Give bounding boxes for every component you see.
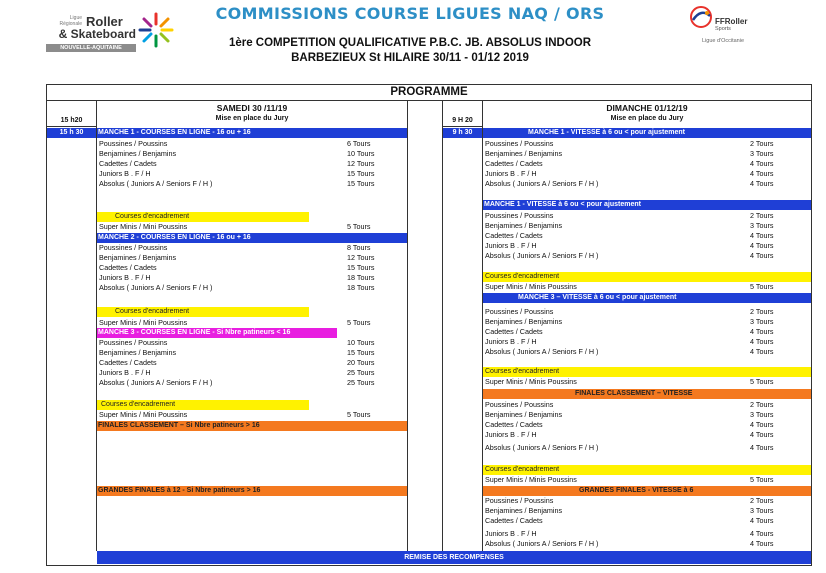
list-item: Benjamines / Benjamins 12 Tours <box>99 253 375 262</box>
sun-finales-bar: FINALES CLASSEMENT – VITESSE <box>483 389 811 399</box>
list-item: Cadettes / Cadets 15 Tours <box>99 263 375 272</box>
sat-grandes-finales-bar: GRANDES FINALES à 12 - Si Nbre patineurs > 16 <box>97 486 407 496</box>
list-item: Cadettes / Cadets 12 Tours <box>99 159 375 168</box>
list-item: Poussines / Poussins 8 Tours <box>99 243 371 252</box>
list-item: Benjamines / Benjamins 3 Tours <box>485 410 774 419</box>
list-item: Absolus ( Juniors A / Seniors F / H ) 4 Tours <box>485 179 774 188</box>
list-item: Juniors B . F / H 4 Tours <box>485 241 774 250</box>
list-item: Benjamines / Benjamins 10 Tours <box>99 149 375 158</box>
sun-encadrement1-bar: Courses d'encadrement <box>483 272 811 282</box>
list-item: Cadettes / Cadets 4 Tours <box>485 327 774 336</box>
list-item: Poussines / Poussins 2 Tours <box>485 211 774 220</box>
sat-manche3-bar: MANCHE 3 - COURSES EN LIGNE - Si Nbre patineurs < 16 <box>97 328 337 338</box>
divider-sun-left-time <box>442 100 443 551</box>
list-item: Cadettes / Cadets 4 Tours <box>485 420 774 429</box>
list-item: Juniors B . F / H 18 Tours <box>99 273 375 282</box>
sat-encadrement3-bar: Courses d'encadrement <box>97 400 309 410</box>
list-item: Cadettes / Cadets 4 Tours <box>485 231 774 240</box>
sunday-column <box>483 0 811 573</box>
list-item: Super Minis / Minis Poussins 5 Tours <box>485 475 774 484</box>
sunday-jury: Mise en place du Jury <box>610 115 684 122</box>
saturday-time-start: 15 h 30 <box>47 128 96 138</box>
list-item: Poussines / Poussins 2 Tours <box>485 307 774 316</box>
sun-manche3-bar: MANCHE 3 – VITESSE à 6 ou < pour ajustement <box>483 293 811 303</box>
saturday-jury: Mise en place du Jury <box>215 115 289 122</box>
logo-right-name: FFRoller <box>715 17 748 26</box>
subtitle-competition: 1ère COMPETITION QUALIFICATIVE P.B.C. JB. ABSOLUS INDOOR <box>228 37 592 49</box>
sun-grandes-finales-bar: GRANDES FINALES - VITESSE à 6 <box>483 486 811 496</box>
sunday-heading: DIMANCHE 01/12/19 <box>606 103 688 113</box>
list-item: Cadettes / Cadets 20 Tours <box>99 358 375 367</box>
sat-finales-bar: FINALES CLASSEMENT – Si Nbre patineurs > 16 <box>97 421 407 431</box>
logo-left-small-text: Ligue Régionale <box>59 15 82 27</box>
logo-right-region: Ligue d'Occitanie <box>702 38 745 44</box>
list-item: Absolus ( Juniors A / Seniors F / H ) 4 Tours <box>485 443 774 452</box>
list-item: Benjamines / Benjamins 3 Tours <box>485 221 774 230</box>
sat-encadrement1-bar: Courses d'encadrement <box>97 212 309 222</box>
list-item: Juniors B . F / H 4 Tours <box>485 430 774 439</box>
list-item: Absolus ( Juniors A / Seniors F / H ) 4 Tours <box>485 251 774 260</box>
list-item: Poussines / Poussins 2 Tours <box>485 496 774 505</box>
list-item: Poussines / Poussins 10 Tours <box>99 338 375 347</box>
remise-recompenses-bar: REMISE DES RECOMPENSES <box>97 551 811 564</box>
list-item: Super Minis / Minis Poussins 5 Tours <box>485 282 774 291</box>
list-item: Juniors B . F / H 4 Tours <box>485 337 774 346</box>
list-item: Juniors B . F / H 4 Tours <box>485 529 774 538</box>
sun-manche1-bar: MANCHE 1 - VITESSE à 6 ou < pour ajustement <box>483 128 811 138</box>
saturday-column <box>97 0 407 573</box>
programme-title: PROGRAMME <box>390 86 468 98</box>
logo-left-brand2: & Skateboard <box>58 27 136 41</box>
list-item: Super Minis / Minis Poussins 5 Tours <box>485 377 774 386</box>
list-item: Absolus ( Juniors A / Seniors F / H ) 4 Tours <box>485 539 774 548</box>
list-item: Cadettes / Cadets 4 Tours <box>485 516 774 525</box>
list-item: Juniors B . F / H 25 Tours <box>99 368 375 377</box>
sunday-time-jury: 9 H 20 <box>443 116 482 127</box>
list-item: Super Minis / Mini Poussins 5 Tours <box>99 222 371 231</box>
list-item: Juniors B . F / H 4 Tours <box>485 169 774 178</box>
sun-manche1b-bar: MANCHE 1 - VITESSE à 6 ou < pour ajustement <box>483 200 811 210</box>
list-item: Poussines / Poussins 6 Tours <box>99 139 371 148</box>
list-item: Juniors B . F / H 15 Tours <box>99 169 375 178</box>
list-item: Absolus ( Juniors A / Seniors F / H ) 15 Tours <box>99 179 375 188</box>
list-item: Poussines / Poussins 2 Tours <box>485 400 774 409</box>
saturday-heading: SAMEDI 30 /11/19 <box>216 103 288 113</box>
sat-manche1-bar: MANCHE 1 - COURSES EN LIGNE - 16 ou + 16 <box>97 128 407 138</box>
list-item: Poussines / Poussins 2 Tours <box>485 139 774 148</box>
logo-left-brand1: Roller <box>86 14 123 29</box>
list-item: Super Minis / Mini Poussins 5 Tours <box>99 318 371 327</box>
page-title: COMMISSIONS COURSE LIGUES NAQ / ORS <box>215 4 605 23</box>
saturday-time-jury: 15 h20 <box>47 116 96 127</box>
subtitle-location-date: BARBEZIEUX St HILAIRE 30/11 - 01/12 2019 <box>291 52 529 64</box>
sat-manche2-bar: MANCHE 2 - COURSES EN LIGNE - 16 ou + 16 <box>97 233 407 243</box>
list-item: Benjamines / Benjamins 15 Tours <box>99 348 375 357</box>
sun-encadrement3-bar: Courses d'encadrement <box>483 465 811 475</box>
sunday-time-start: 9 h 30 <box>443 128 482 138</box>
logo-left-band: NOUVELLE-AQUITAINE <box>46 44 136 52</box>
list-item: Benjamines / Benjamins 3 Tours <box>485 149 774 158</box>
logo-right-sub: Sports <box>715 26 731 32</box>
list-item: Cadettes / Cadets 4 Tours <box>485 159 774 168</box>
list-item: Benjamines / Benjamins 3 Tours <box>485 506 774 515</box>
list-item: Absolus ( Juniors A / Seniors F / H ) 18 Tours <box>99 283 375 292</box>
list-item: Super Minis / Mini Poussins 5 Tours <box>99 410 371 419</box>
divider-sat-right <box>407 100 408 551</box>
list-item: Absolus ( Juniors A / Seniors F / H ) 4 Tours <box>485 347 774 356</box>
list-item: Benjamines / Benjamins 3 Tours <box>485 317 774 326</box>
sat-encadrement2-bar: Courses d'encadrement <box>97 307 309 317</box>
sun-encadrement2-bar: Courses d'encadrement <box>483 367 811 377</box>
list-item: Absolus ( Juniors A / Seniors F / H ) 25 Tours <box>99 378 375 387</box>
divider-right <box>811 100 812 551</box>
